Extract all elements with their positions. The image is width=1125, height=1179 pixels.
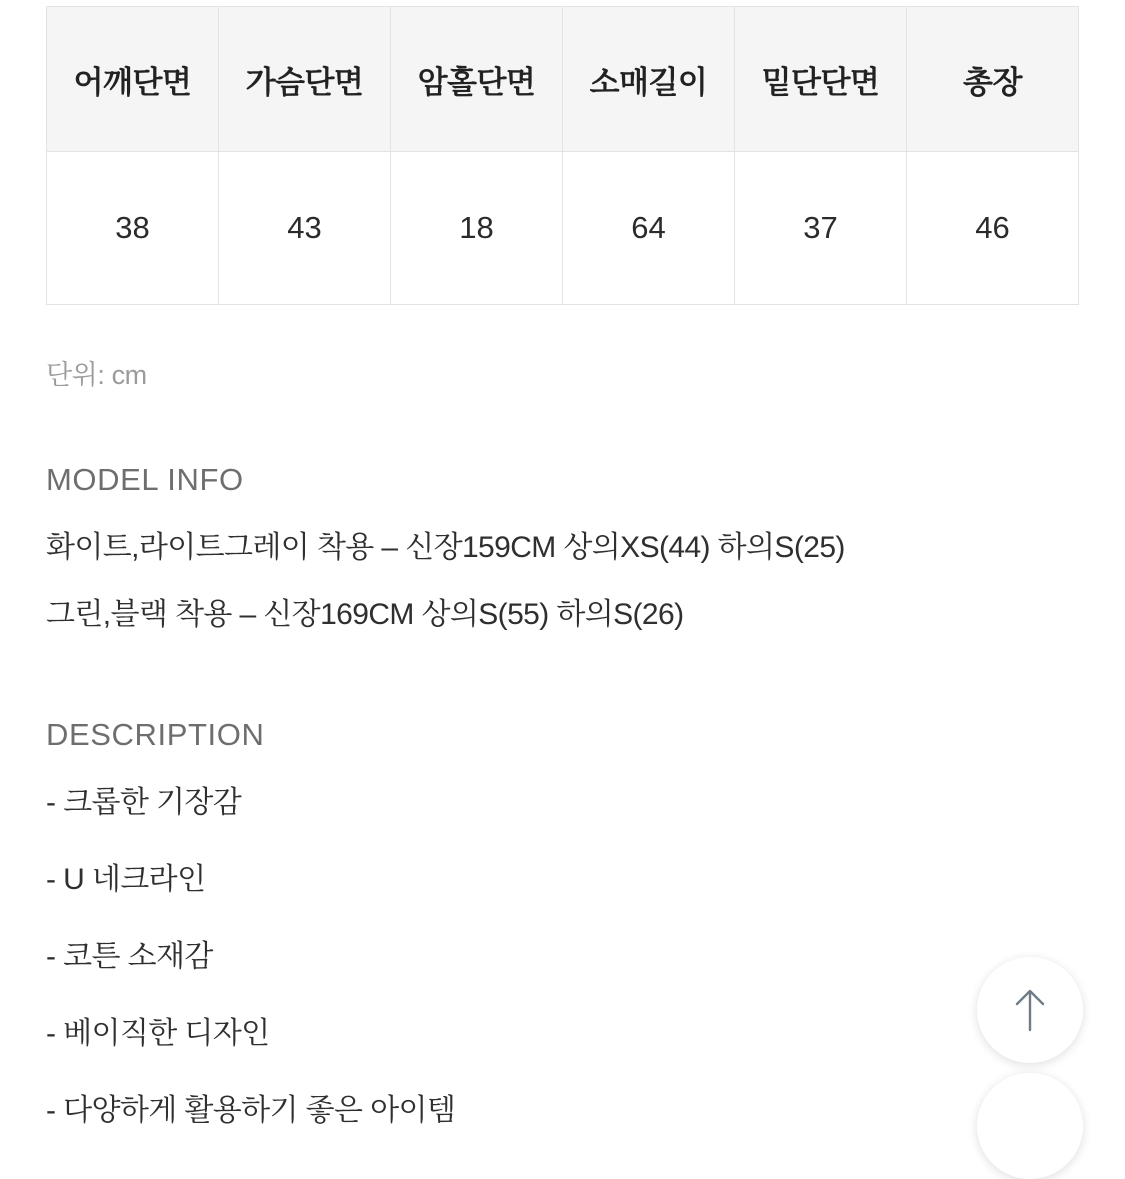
product-detail-page	[0, 6, 1125, 1131]
model-info-section	[46, 462, 1079, 635]
model-info-line: 화이트,라이트그레이 착용 – 신장159CM 상의XS(44) 하의S(25)	[46, 531, 845, 564]
description-line: - 다양하게 활용하기 좋은 아이템	[46, 1094, 456, 1127]
size-table-header-cell: 어깨단면	[47, 7, 219, 152]
size-unit-note: 단위: cm	[46, 360, 147, 390]
size-table-cell: 37	[735, 152, 907, 305]
description-line: - 크롭한 기장감	[46, 786, 242, 819]
size-table-cell: 64	[563, 152, 735, 305]
size-table-header-cell: 가슴단면	[219, 7, 391, 152]
size-table-header-cell: 소매길이	[563, 7, 735, 152]
model-info-title: MODEL INFO	[46, 462, 244, 497]
description-title: DESCRIPTION	[46, 717, 265, 752]
size-table-header-cell: 총장	[907, 7, 1079, 152]
secondary-floating-button[interactable]	[977, 1073, 1083, 1179]
size-table-header-cell: 암홀단면	[391, 7, 563, 152]
description-line: - 코튼 소재감	[46, 940, 213, 973]
model-info-line: 그린,블랙 착용 – 신장169CM 상의S(55) 하의S(26)	[46, 597, 684, 631]
size-table-row	[47, 152, 1079, 305]
arrow-up-icon	[1010, 987, 1050, 1033]
size-table-cell: 38	[47, 152, 219, 305]
description-line: - U 네크라인	[46, 863, 206, 896]
scroll-to-top-button[interactable]	[977, 957, 1083, 1063]
size-table-header-cell: 밑단단면	[735, 7, 907, 152]
description-line: - 베이직한 디자인	[46, 1017, 270, 1050]
description-section	[46, 717, 1079, 1130]
size-table-cell: 46	[907, 152, 1079, 305]
size-table-cell: 43	[219, 152, 391, 305]
size-table-cell: 18	[391, 152, 563, 305]
size-table	[46, 6, 1079, 305]
size-table-header-row	[47, 7, 1079, 152]
